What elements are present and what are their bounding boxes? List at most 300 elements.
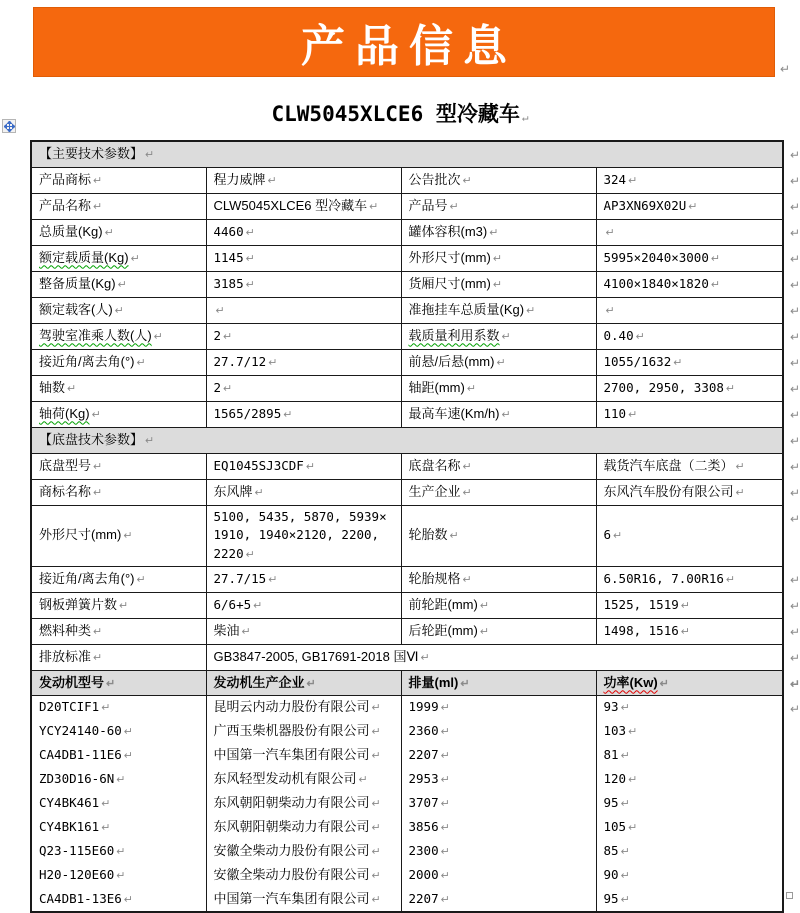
cell-text: 2000 [408, 867, 439, 883]
param-label-cell [31, 245, 206, 271]
cell-text: 外形尺寸(mm) [39, 527, 122, 543]
paragraph-mark-icon: ↵ [635, 330, 645, 343]
cell-text: 1498, 1516 [603, 623, 679, 639]
paragraph-mark-icon: ↵ [245, 252, 255, 265]
paragraph-mark-icon: ↵ [440, 846, 450, 859]
paragraph-mark-icon: ↵ [659, 677, 669, 690]
spec-row [31, 567, 783, 593]
row-end-mark-icon: ↵ [789, 251, 800, 266]
cell-text: CY4BK461 [39, 795, 100, 811]
paragraph-mark-icon: ↵ [371, 822, 381, 835]
paragraph-mark-icon: ↵ [245, 278, 255, 291]
paragraph-mark-icon: ↵ [215, 304, 225, 317]
param-value-cell [206, 401, 401, 427]
cell-text: 产品商标 [39, 171, 92, 187]
cell-text: GB3847-2005, GB17691-2018 国Ⅵ [213, 649, 419, 665]
cell-text: 载质量利用系数 [408, 327, 500, 343]
cell-text: 前悬/后悬(mm) [408, 353, 495, 369]
paragraph-mark-icon: ↵ [628, 774, 638, 787]
paragraph-mark-icon: ↵ [101, 822, 111, 835]
param-label-cell [31, 271, 206, 297]
cell-text: 商标名称 [39, 483, 92, 499]
cell-text: 27.7/15 [213, 571, 267, 587]
param-value-cell [596, 219, 800, 245]
engine-maker-cell [206, 840, 401, 864]
engine-model-cell [31, 720, 206, 744]
row-end-mark-icon: ↵ [789, 573, 800, 588]
paragraph-mark-icon: ↵ [101, 702, 111, 715]
cell-text: 排量(ml) [408, 674, 459, 690]
paragraph-mark-icon: ↵ [145, 148, 155, 161]
param-value-cell [596, 271, 800, 297]
row-end-mark-icon: ↵ [789, 485, 800, 500]
cell-text: 载货汽车底盘（二类） [603, 457, 734, 473]
engine-model-cell [31, 816, 206, 840]
cell-text: 1145 [213, 249, 244, 265]
paragraph-mark-icon: ↵ [371, 846, 381, 859]
paragraph-mark-icon: ↵ [371, 702, 381, 715]
engine-displacement-cell [401, 792, 596, 816]
cell-text: 中国第一汽车集团有限公司 [213, 890, 370, 906]
paragraph-mark-icon: ↵ [104, 226, 114, 239]
cell-text: 驾驶室准乘人数(人) [39, 327, 152, 343]
param-label-cell [401, 479, 596, 505]
paragraph-mark-icon: ↵ [710, 252, 721, 265]
engine-row [31, 864, 783, 888]
cell-text: 前轮距(mm) [408, 597, 478, 613]
paragraph-mark-icon: ↵ [101, 798, 111, 811]
cell-text: 最高车速(Km/h) [408, 405, 500, 421]
param-value-cell [596, 401, 800, 427]
paragraph-mark-icon: ↵ [620, 750, 630, 763]
param-label-cell [401, 193, 596, 219]
row-end-mark-icon: ↵ [789, 511, 800, 526]
cell-text: 准拖挂车总质量(Kg) [408, 301, 525, 317]
cell-text: Q23-115E60 [39, 843, 115, 859]
engine-displacement-cell [401, 840, 596, 864]
paragraph-mark-icon: ↵ [628, 174, 638, 187]
param-value-cell [596, 593, 800, 619]
paragraph-mark-icon: ↵ [605, 226, 615, 239]
paragraph-mark-icon: ↵ [620, 702, 630, 715]
cell-text: 中国第一汽车集团有限公司 [213, 747, 370, 763]
paragraph-mark-icon: ↵ [501, 408, 511, 421]
row-end-mark-icon: ↵ [789, 433, 800, 448]
cell-text: 2700, 2950, 3308 [603, 379, 724, 395]
cell-text: 东风朝阳朝柴动力有限公司 [213, 819, 370, 835]
engine-model-cell [31, 768, 206, 792]
cell-text: 93 [603, 699, 619, 715]
paragraph-mark-icon: ↵ [119, 600, 129, 613]
cell-text: CY4BK161 [39, 819, 100, 835]
paragraph-mark-icon: ↵ [466, 382, 477, 395]
paragraph-mark-icon: ↵ [145, 434, 155, 447]
paragraph-mark-icon: ↵ [123, 750, 134, 763]
param-value-cell [596, 349, 800, 375]
cell-text: 【主要技术参数】 [39, 145, 144, 161]
spec-row [31, 271, 783, 297]
paragraph-mark-icon: ↵ [440, 893, 450, 906]
param-label-cell [31, 645, 206, 671]
cell-text: 2207 [408, 890, 439, 906]
param-label-cell [401, 297, 596, 323]
cell-text: 6.50R16, 7.00R16 [603, 571, 724, 587]
paragraph-mark-icon: ↵ [479, 626, 490, 639]
cell-text: CLW5045XLCE6 型冷藏车 [213, 197, 368, 213]
spec-table-container [30, 140, 800, 913]
engine-power-cell [596, 696, 800, 720]
engine-displacement-cell [401, 720, 596, 744]
cell-text: 昆明云内动力股份有限公司 [213, 699, 370, 715]
paragraph-mark-icon: ↵ [91, 408, 101, 421]
row-end-mark-icon: ↵ [789, 459, 800, 474]
cell-text: 1055/1632 [603, 353, 672, 369]
cell-text: 燃料种类 [39, 623, 92, 639]
spec-row [31, 593, 783, 619]
engine-model-cell [31, 744, 206, 768]
param-value-cell [596, 375, 800, 401]
engine-row [31, 720, 783, 744]
paragraph-mark-icon: ↵ [93, 200, 103, 213]
param-value-cell [206, 453, 401, 479]
paragraph-mark-icon: ↵ [136, 574, 146, 587]
paragraph-mark-icon: ↵ [306, 677, 316, 690]
paragraph-mark-icon: ↵ [628, 726, 638, 739]
cell-text: 罐体容积(m3) [408, 223, 488, 239]
paragraph-mark-icon: ↵ [440, 774, 450, 787]
row-end-mark-icon: ↵ [789, 277, 800, 292]
row-end-mark-icon: ↵ [789, 381, 800, 396]
paragraph-mark-icon: ↵ [106, 677, 116, 690]
param-label-cell [401, 593, 596, 619]
spec-row [31, 193, 783, 219]
cell-text: ZD30D16-6N [39, 771, 115, 787]
paragraph-mark-icon: ↵ [116, 846, 126, 859]
cell-text: CA4DB1-11E6 [39, 747, 122, 763]
cell-text: EQ1045SJ3CDF [213, 457, 304, 473]
paragraph-mark-icon: ↵ [620, 798, 630, 811]
param-value-cell [596, 453, 800, 479]
param-label-cell [31, 375, 206, 401]
paragraph-mark-icon: ↵ [688, 200, 698, 213]
cell-text: 2 [213, 327, 222, 343]
cell-text: 2953 [408, 771, 439, 787]
cell-text: 3856 [408, 819, 439, 835]
param-label-cell [401, 245, 596, 271]
row-end-mark-icon: ↵ [789, 677, 800, 692]
row-end-mark-icon: ↵ [789, 651, 800, 666]
engine-power-cell [596, 792, 783, 816]
engine-power-cell [596, 888, 783, 912]
paragraph-mark-icon: ↵ [93, 460, 103, 473]
paragraph-mark-icon: ↵ [440, 870, 450, 883]
paragraph-mark-icon: ↵ [371, 726, 381, 739]
param-value-cell [206, 375, 401, 401]
spec-row [31, 297, 783, 323]
engine-maker-cell [206, 768, 401, 792]
cell-text: 5995×2040×3000 [603, 249, 709, 265]
cell-text: 90 [603, 867, 619, 883]
cell-text: 【底盘技术参数】 [39, 431, 144, 447]
paragraph-mark-icon: ↵ [620, 870, 630, 883]
paragraph-mark-icon: ↵ [725, 382, 736, 395]
paragraph-mark-icon: ↵ [358, 774, 368, 787]
row-end-mark-icon: ↵ [789, 199, 800, 214]
param-label-cell [31, 567, 206, 593]
engine-row [31, 696, 783, 720]
engine-displacement-cell [401, 768, 596, 792]
cell-text: 发动机生产企业 [213, 674, 305, 690]
paragraph-mark-icon: ↵ [489, 226, 499, 239]
paragraph-mark-icon: ↵ [371, 798, 381, 811]
engine-maker-cell [206, 888, 401, 912]
paragraph-mark-icon: ↵ [449, 530, 459, 543]
cell-text: 6/6+5 [213, 597, 252, 613]
cell-text: 4100×1840×1820 [603, 275, 709, 291]
paragraph-mark-icon: ↵ [462, 574, 472, 587]
paragraph-mark-icon: ↵ [223, 330, 233, 343]
paragraph-mark-icon: ↵ [479, 600, 490, 613]
param-value-cell [206, 245, 401, 271]
cell-text: 85 [603, 843, 619, 859]
cell-text: 27.7/12 [213, 353, 267, 369]
paragraph-mark-icon: ↵ [460, 677, 470, 690]
cell-text: 外形尺寸(mm) [408, 249, 491, 265]
paragraph-mark-icon: ↵ [620, 846, 630, 859]
paragraph-mark-icon: ↵ [93, 486, 103, 499]
spec-row [31, 645, 783, 671]
engine-header-cell [206, 671, 401, 696]
param-label-cell [31, 349, 206, 375]
param-label-cell [401, 323, 596, 349]
spec-row [31, 349, 783, 375]
cell-text: 生产企业 [408, 483, 461, 499]
spec-row [31, 245, 783, 271]
paragraph-mark-icon: ↵ [114, 304, 124, 317]
paragraph-mark-icon: ↵ [223, 382, 233, 395]
spec-row [31, 323, 783, 349]
paragraph-mark-icon: ↵ [492, 278, 503, 291]
paragraph-mark-icon: ↵ [136, 356, 146, 369]
engine-displacement-cell [401, 696, 596, 720]
paragraph-mark-icon: ↵ [440, 702, 450, 715]
row-end-mark-icon: ↵ [789, 625, 800, 640]
param-label-cell [401, 219, 596, 245]
cell-text: 广西玉柴机器股份有限公司 [213, 723, 370, 739]
paragraph-mark-icon: ↵ [283, 408, 293, 421]
paragraph-mark-icon: ↵ [245, 226, 255, 239]
paragraph-mark-icon: ↵ [710, 278, 721, 291]
cell-text: 2207 [408, 747, 439, 763]
cell-text: 6 [603, 527, 612, 543]
cell-text: 总质量(Kg) [39, 223, 103, 239]
cell-text: 底盘名称 [408, 457, 461, 473]
cell-text: 额定载客(人) [39, 301, 113, 317]
engine-header-cell [31, 671, 206, 696]
paragraph-mark-icon: ↵ [267, 174, 277, 187]
paragraph-mark-icon: ↵ [253, 600, 263, 613]
paragraph-mark-icon: ↵ [735, 486, 745, 499]
cell-text: 2 [213, 379, 222, 395]
paragraph-mark-icon: ↵ [93, 652, 103, 665]
param-value-cell [596, 505, 800, 567]
param-label-cell [401, 375, 596, 401]
param-label-cell [31, 479, 206, 505]
paragraph-mark-icon: ↵ [440, 822, 450, 835]
row-end-mark-icon: ↵ [789, 329, 800, 344]
param-value-cell [206, 479, 401, 505]
engine-displacement-cell [401, 888, 596, 912]
cell-text: 东风汽车股份有限公司 [603, 483, 734, 499]
cell-text: 东风朝阳朝柴动力有限公司 [213, 795, 370, 811]
banner-title: 产品信息 [301, 22, 517, 71]
cell-text: 接近角/离去角(°) [39, 571, 135, 587]
cell-text: 钢板弹簧片数 [39, 597, 118, 613]
paragraph-mark-icon: ↵ [371, 893, 381, 906]
param-label-cell [31, 401, 206, 427]
paragraph-mark-icon: ↵ [241, 626, 251, 639]
cell-text: CA4DB1-13E6 [39, 890, 122, 906]
cell-text: 整备质量(Kg) [39, 275, 116, 291]
param-label-cell [31, 297, 206, 323]
param-value-cell [206, 323, 401, 349]
param-value-cell [206, 297, 401, 323]
spec-row [31, 219, 783, 245]
cell-text: 东风牌 [213, 483, 253, 499]
param-value-cell [596, 167, 800, 193]
cell-text: 额定载质量(Kg) [39, 249, 129, 265]
param-label-cell [401, 505, 596, 567]
param-label-cell [31, 193, 206, 219]
row-end-mark-icon: ↵ [789, 173, 800, 188]
paragraph-mark-icon: ↵ [735, 460, 745, 473]
section-header-row [31, 141, 783, 167]
cell-text: 1565/2895 [213, 405, 282, 421]
cell-text: 接近角/离去角(°) [39, 353, 135, 369]
param-value-cell [596, 479, 800, 505]
section-header-cell [31, 427, 800, 453]
paragraph-mark-icon: ↵ [369, 200, 379, 213]
param-label-cell [31, 505, 206, 567]
move-arrows-icon [4, 121, 15, 132]
engine-row [31, 768, 783, 792]
paragraph-mark-icon: ↵ [673, 356, 683, 369]
paragraph-mark-icon: ↵ [153, 330, 163, 343]
spec-row [31, 167, 783, 193]
spec-row [31, 375, 783, 401]
engine-model-cell [31, 696, 206, 720]
cell-text: 产品号 [408, 197, 448, 213]
section-header-cell [31, 141, 800, 167]
engine-header-cell [596, 671, 800, 696]
cell-text: 95 [603, 890, 619, 906]
engine-row [31, 840, 783, 864]
paragraph-mark-icon: ↵ [440, 798, 450, 811]
paragraph-mark-icon: ↵ [680, 626, 690, 639]
param-label-cell [401, 453, 596, 479]
table-resize-handle[interactable] [786, 892, 793, 899]
paragraph-mark-icon: ↵ [305, 460, 316, 473]
paragraph-mark-icon: ↵ [462, 460, 472, 473]
cell-text: D20TCIF1 [39, 699, 100, 715]
cell-text: 轴数 [39, 379, 66, 395]
paragraph-mark-icon: ↵ [680, 600, 690, 613]
engine-displacement-cell [401, 864, 596, 888]
cell-text: 105 [603, 819, 627, 835]
cell-text: 产品名称 [39, 197, 92, 213]
paragraph-mark-icon: ↵ [725, 574, 736, 587]
cell-text: 底盘型号 [39, 457, 92, 473]
param-label-cell [31, 619, 206, 645]
cell-text: 发动机型号 [39, 674, 105, 690]
cell-text: 排放标准 [39, 649, 92, 665]
cell-text: 1525, 1519 [603, 597, 679, 613]
engine-maker-cell [206, 744, 401, 768]
paragraph-mark-icon: ↵ [93, 174, 103, 187]
engine-maker-cell [206, 864, 401, 888]
paragraph-mark-icon: ↵ [449, 200, 459, 213]
engine-model-cell [31, 888, 206, 912]
cell-text: 0.40 [603, 327, 634, 343]
paragraph-mark-icon: ↵ [521, 111, 529, 124]
param-value-cell [596, 567, 800, 593]
engine-power-cell [596, 720, 783, 744]
paragraph-mark-icon: ↵ [371, 870, 381, 883]
cell-text: 程力威牌 [213, 171, 266, 187]
param-label-cell [401, 401, 596, 427]
engine-power-cell [596, 768, 783, 792]
paragraph-mark-icon: ↵ [462, 486, 472, 499]
engine-power-cell [596, 864, 783, 888]
cell-text: 110 [603, 405, 627, 421]
row-end-mark-icon: ↵ [789, 407, 800, 422]
table-move-handle[interactable] [2, 119, 16, 133]
paragraph-mark-icon: ↵ [117, 278, 127, 291]
cell-text: 轮胎规格 [408, 571, 461, 587]
spec-row [31, 401, 783, 427]
engine-power-cell [596, 744, 783, 768]
engine-header-row [31, 671, 783, 696]
param-value-cell [206, 505, 401, 567]
engine-row [31, 816, 783, 840]
cell-text: 4460 [213, 223, 244, 239]
param-value-cell [206, 567, 401, 593]
product-info-banner [33, 7, 775, 77]
param-label-cell [401, 349, 596, 375]
cell-text: 安徽全柴动力股份有限公司 [213, 843, 370, 859]
param-label-cell [401, 271, 596, 297]
param-value-cell [206, 619, 401, 645]
paragraph-mark-icon: ↵ [371, 750, 381, 763]
cell-text: 安徽全柴动力股份有限公司 [213, 867, 370, 883]
cell-text: 3185 [213, 275, 244, 291]
cell-text: 后轮距(mm) [408, 623, 478, 639]
paragraph-mark-icon: ↵ [440, 750, 450, 763]
engine-displacement-cell [401, 816, 596, 840]
cell-text: 5100, 5435, 5870, 5939×1910, 1940×2120, 2200, 2220 [213, 508, 387, 562]
document-title-text: CLW5045XLCE6 型冷藏车 [271, 102, 520, 126]
engine-displacement-cell [401, 744, 596, 768]
spec-row [31, 505, 783, 567]
row-end-mark-icon: ↵ [789, 702, 800, 717]
paragraph-mark-icon: ↵ [268, 574, 278, 587]
engine-header-cell [401, 671, 596, 696]
cell-text: 柴油 [213, 623, 240, 639]
engine-power-cell [596, 840, 783, 864]
engine-power-cell [596, 816, 783, 840]
paragraph-mark-icon: ↵ [440, 726, 450, 739]
paragraph-mark-icon: ↵ [123, 726, 134, 739]
